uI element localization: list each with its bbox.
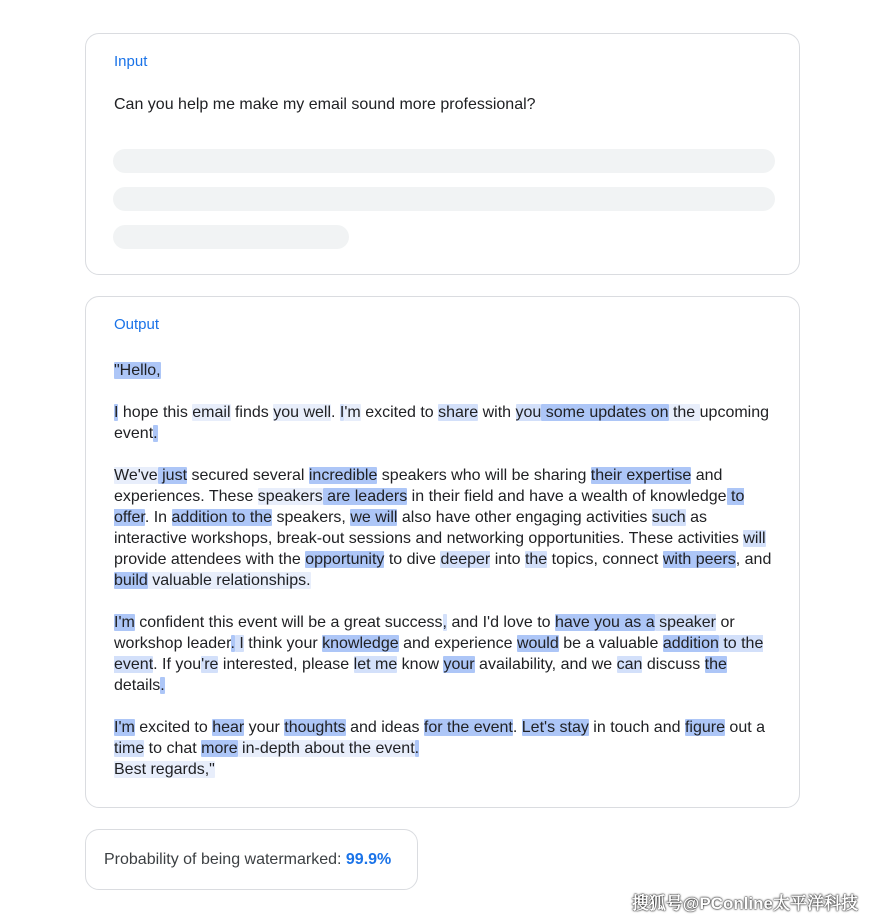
output-token: . If you bbox=[153, 656, 202, 673]
output-token: speaker bbox=[654, 614, 717, 631]
output-token: topics, connect bbox=[547, 551, 663, 568]
output-label: Output bbox=[114, 316, 160, 333]
output-token: can bbox=[616, 656, 643, 673]
output-token: . In bbox=[144, 509, 172, 526]
output-token: such bbox=[651, 509, 686, 526]
output-paragraph bbox=[114, 612, 774, 696]
output-token: to offer bbox=[114, 488, 745, 526]
output-token: thoughts bbox=[284, 719, 346, 736]
output-token: share bbox=[438, 404, 479, 421]
output-token: provide attendees with the bbox=[114, 551, 306, 568]
output-token: confident this event will be a great success bbox=[134, 614, 443, 631]
output-token: your bbox=[244, 719, 285, 736]
output-token: I'm bbox=[114, 614, 135, 631]
input-card bbox=[85, 33, 800, 275]
output-token: speakers who will be sharing bbox=[377, 467, 591, 484]
placeholder-bar bbox=[113, 225, 349, 249]
output-token: to dive bbox=[384, 551, 441, 568]
output-paragraph bbox=[114, 360, 774, 381]
output-token: build bbox=[114, 572, 148, 589]
output-token: finds bbox=[230, 404, 274, 421]
output-token: know bbox=[397, 656, 444, 673]
output-token: the bbox=[524, 551, 548, 568]
output-token: addition bbox=[662, 635, 719, 652]
output-token: are leaders bbox=[322, 488, 408, 505]
output-token: some updates on bbox=[541, 404, 669, 421]
output-token: hope this bbox=[118, 404, 193, 421]
output-token: . bbox=[160, 677, 165, 694]
output-token: and ideas bbox=[345, 719, 424, 736]
output-token: you well bbox=[273, 404, 332, 421]
output-token: will bbox=[743, 530, 766, 547]
output-token: excited to bbox=[360, 404, 439, 421]
output-token: with peers bbox=[662, 551, 736, 568]
output-token: opportunity bbox=[305, 551, 385, 568]
output-token: the bbox=[704, 656, 727, 673]
output-paragraph bbox=[114, 402, 774, 444]
output-token: in their field and have a wealth of knowledge bbox=[407, 488, 727, 505]
probability-label: Probability of being watermarked: bbox=[104, 851, 346, 868]
output-token: I bbox=[339, 404, 345, 421]
output-token: . bbox=[153, 425, 158, 442]
output-token: , bbox=[442, 614, 447, 631]
probability-value: 99.9% bbox=[345, 851, 392, 868]
output-token: 're bbox=[201, 656, 219, 673]
output-token: in-depth about the event bbox=[237, 740, 415, 757]
output-token: incredible bbox=[308, 467, 378, 484]
output-token: as interactive workshops, break-out sessions and networking opportunities. These activities bbox=[114, 509, 744, 547]
output-token: the bbox=[668, 404, 700, 421]
output-token: . bbox=[414, 740, 420, 757]
output-token: think your bbox=[243, 635, 323, 652]
output-token: more bbox=[201, 740, 238, 757]
output-token: speakers bbox=[257, 488, 323, 505]
output-token: secured several bbox=[187, 467, 309, 484]
output-paragraph bbox=[114, 717, 774, 780]
output-token: hear bbox=[212, 719, 245, 736]
output-token: "Hello, bbox=[114, 362, 161, 379]
input-prompt: Can you help me make my email sound more professional? bbox=[114, 96, 536, 113]
output-token: valuable relationships. bbox=[147, 572, 311, 589]
output-token: out a bbox=[724, 719, 765, 736]
output-token: 'm bbox=[344, 404, 361, 421]
output-card bbox=[85, 296, 800, 808]
probability-card bbox=[85, 829, 418, 890]
output-token: into bbox=[490, 551, 525, 568]
output-token: figure bbox=[684, 719, 725, 736]
output-token: to the event bbox=[114, 635, 764, 673]
probability-text bbox=[104, 851, 391, 869]
output-token: . bbox=[230, 635, 235, 652]
output-closing: Best regards," bbox=[114, 761, 215, 778]
output-token: time bbox=[114, 740, 145, 757]
placeholder-bar bbox=[113, 149, 775, 173]
output-token: would bbox=[516, 635, 559, 652]
output-token: discuss bbox=[642, 656, 705, 673]
output-token: addition to the bbox=[171, 509, 273, 526]
output-token: . bbox=[331, 404, 340, 421]
output-token: I'm bbox=[114, 719, 135, 736]
output-token: with bbox=[478, 404, 516, 421]
output-token: interested, please bbox=[218, 656, 354, 673]
output-token: I bbox=[234, 635, 244, 652]
output-token: we will bbox=[350, 509, 398, 526]
output-token: details bbox=[114, 677, 161, 694]
output-token: . bbox=[512, 719, 522, 736]
output-token: deeper bbox=[440, 551, 491, 568]
output-token: have you as a bbox=[555, 614, 655, 631]
output-token: to chat bbox=[144, 740, 202, 757]
output-token: and I'd love to bbox=[447, 614, 556, 631]
output-token: , and bbox=[735, 551, 772, 568]
output-token: knowledge bbox=[322, 635, 399, 652]
source-watermark: 搜狐号@PConline太平洋科技 bbox=[631, 894, 858, 913]
output-token: also have other engaging activities bbox=[397, 509, 652, 526]
placeholder-bar bbox=[113, 187, 775, 211]
output-token: upcoming event bbox=[114, 404, 770, 442]
output-token: availability, and we bbox=[474, 656, 617, 673]
output-token: be a valuable bbox=[558, 635, 663, 652]
output-token: email bbox=[192, 404, 231, 421]
output-token: and experience bbox=[398, 635, 517, 652]
output-token: speakers, bbox=[272, 509, 351, 526]
output-token: you bbox=[515, 404, 542, 421]
output-token: excited to bbox=[134, 719, 213, 736]
output-token: and experiences. These bbox=[114, 467, 723, 505]
output-token: in touch and bbox=[588, 719, 685, 736]
output-token: your bbox=[443, 656, 475, 673]
output-token: We've bbox=[114, 467, 158, 484]
output-token: Let's stay bbox=[521, 719, 589, 736]
output-token: just bbox=[157, 467, 188, 484]
input-label: Input bbox=[114, 53, 148, 70]
output-paragraph bbox=[114, 465, 774, 591]
output-token: their expertise bbox=[590, 467, 692, 484]
output-token: or workshop leader bbox=[114, 614, 735, 652]
output-token: for the event bbox=[423, 719, 513, 736]
output-text bbox=[114, 360, 774, 780]
output-token: let me bbox=[353, 656, 398, 673]
output-token: I bbox=[114, 404, 119, 421]
